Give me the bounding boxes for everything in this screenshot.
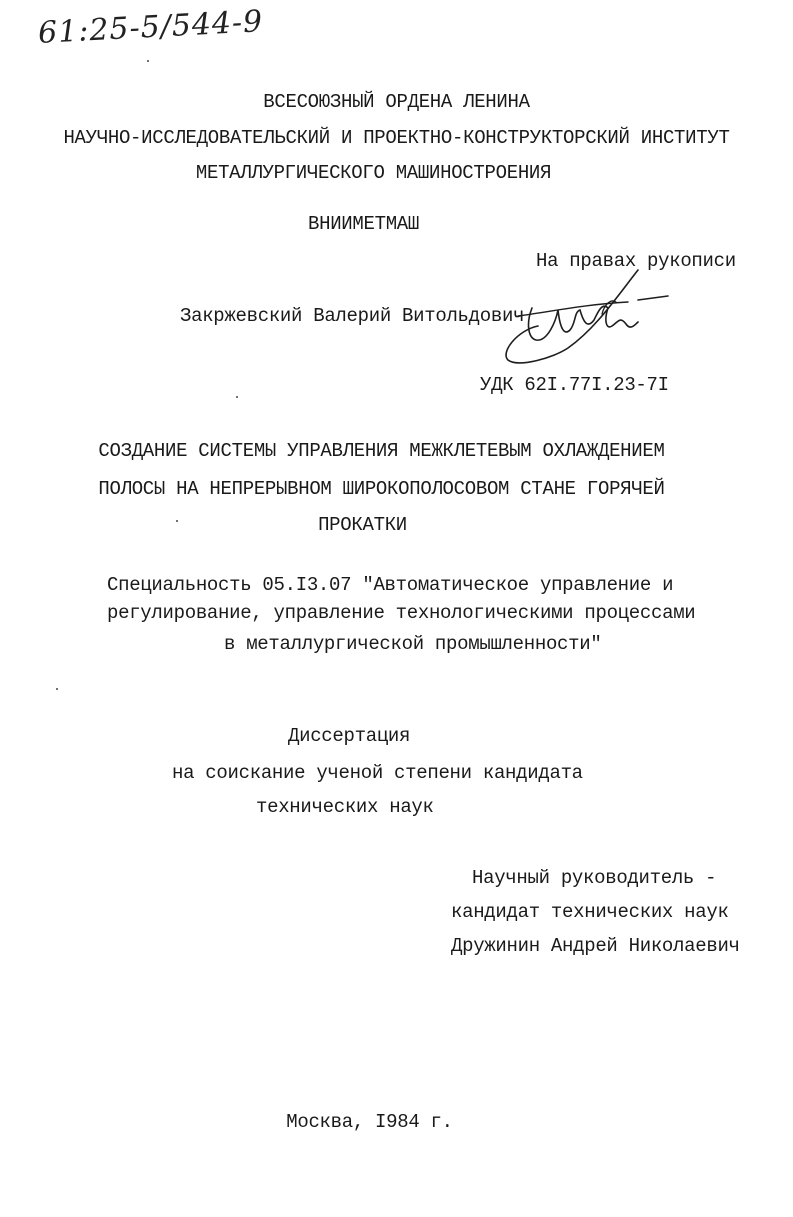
specialty-line-3: в металлургической промышленности" bbox=[224, 633, 602, 655]
supervisor-line-1: Научный руководитель - bbox=[472, 867, 717, 889]
specialty-line-1: Специальность 05.I3.07 "Автоматическое управление и bbox=[107, 574, 674, 596]
institute-line-3: МЕТАЛЛУРГИЧЕСКОГО МАШИНОСТРОЕНИЯ bbox=[195, 162, 552, 184]
title-line-1: СОЗДАНИЕ СИСТЕМЫ УПРАВЛЕНИЯ МЕЖКЛЕТЕВЫМ ОХЛАЖДЕНИЕМ bbox=[98, 440, 665, 462]
scan-speck bbox=[236, 396, 238, 398]
degree-line-2: на соискание ученой степени кандидата bbox=[172, 762, 583, 784]
archive-mark: 61:25-5/544-9 bbox=[37, 4, 265, 51]
author-signature bbox=[498, 268, 678, 378]
specialty-line-2: регулирование, управление технологическими процессами bbox=[107, 602, 696, 624]
scan-speck bbox=[147, 60, 149, 62]
title-line-2: ПОЛОСЫ НА НЕПРЕРЫВНОМ ШИРОКОПОЛОСОВОМ СТАНЕ ГОРЯЧЕЙ bbox=[98, 478, 665, 500]
degree-line-3: технических наук bbox=[256, 796, 434, 818]
author-name: Закржевский Валерий Витольдович bbox=[180, 305, 525, 327]
institute-line-1: ВСЕСОЮЗНЫЙ ОРДЕНА ЛЕНИНА bbox=[263, 91, 530, 113]
institute-line-2: НАУЧНО-ИССЛЕДОВАТЕЛЬСКИЙ И ПРОЕКТНО-КОНСТРУКТОРСКИЙ ИНСТИТУТ bbox=[63, 127, 730, 149]
supervisor-line-3: Дружинин Андрей Николаевич bbox=[451, 935, 740, 957]
degree-line-1: Диссертация bbox=[288, 725, 411, 747]
udc-code: УДК 62I.77I.23-7I bbox=[480, 374, 669, 396]
institute-abbreviation: ВНИИМЕТМАШ bbox=[307, 213, 420, 235]
title-line-3: ПРОКАТКИ bbox=[318, 514, 407, 536]
supervisor-line-2: кандидат технических наук bbox=[451, 901, 729, 923]
rights-note: На правах рукописи bbox=[536, 250, 736, 272]
scan-speck bbox=[56, 688, 58, 690]
city-year: Москва, I984 г. bbox=[286, 1111, 453, 1133]
scan-speck bbox=[176, 520, 178, 522]
